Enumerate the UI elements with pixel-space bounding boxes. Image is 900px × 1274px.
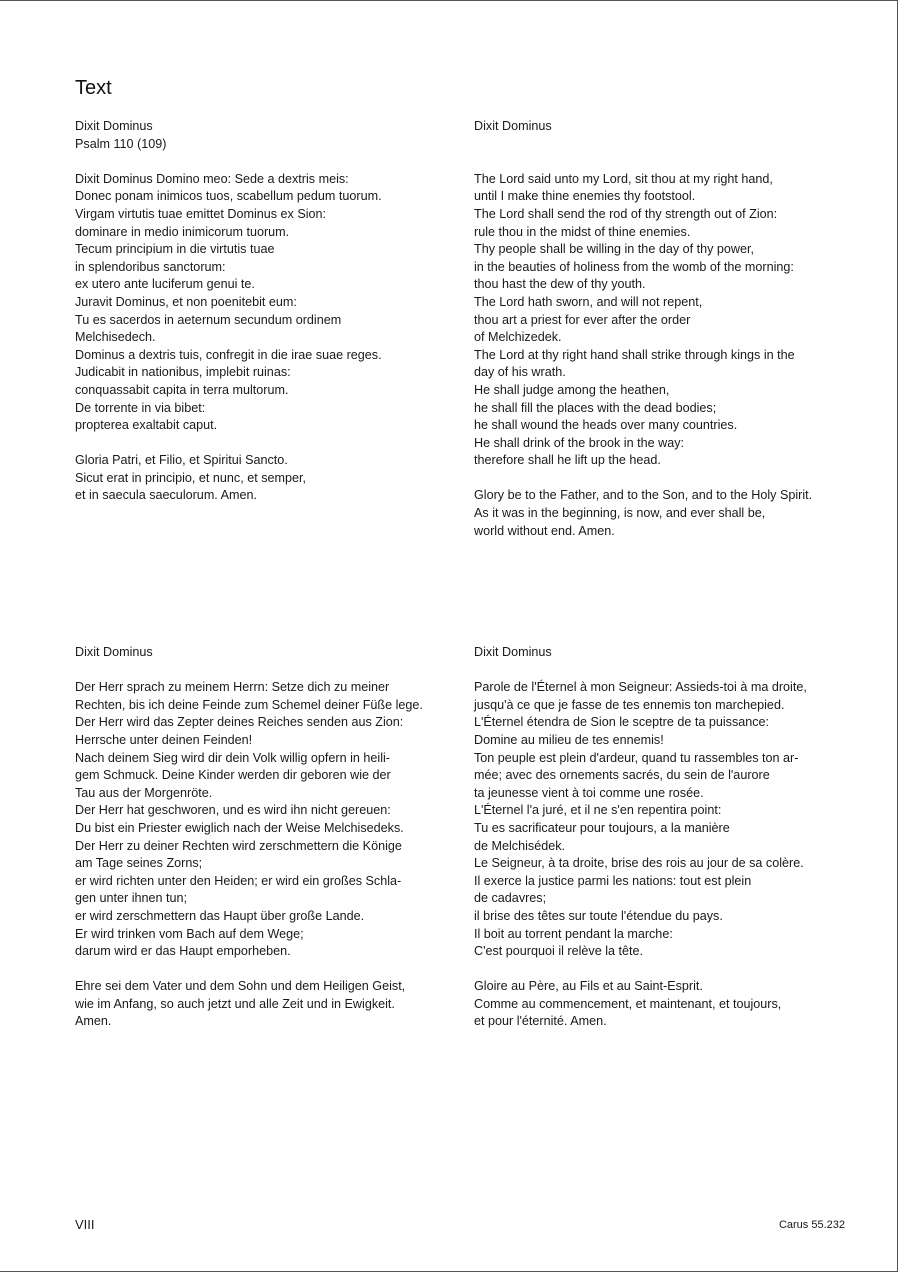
text-line: Sicut erat in principio, et nunc, et semper, — [75, 470, 307, 485]
text-line: darum wird er das Haupt emporheben. — [75, 944, 291, 959]
text-line: of Melchizedek. — [474, 330, 562, 345]
german-doxology — [75, 978, 465, 1031]
text-line: Il boit au torrent pendant la marche: — [474, 926, 673, 941]
text-line: Der Herr zu deiner Rechten wird zerschmettern die Könige — [75, 838, 402, 853]
text-line: C'est pourquoi il relève la tête. — [474, 944, 644, 959]
text-line: Judicabit in nationibus, implebit ruinas: — [75, 365, 291, 380]
text-line: thou hast the dew of thy youth. — [474, 277, 646, 292]
text-line: il brise des têtes sur toute l'étendue du pays. — [474, 908, 723, 923]
latin-text-block — [75, 118, 455, 505]
text-line: Rechten, bis ich deine Feinde zum Schemel deiner Füße lege. — [75, 697, 423, 712]
text-line: Tau aus der Morgenröte. — [75, 785, 213, 800]
text-line: Glory be to the Father, and to the Son, and to the Holy Spirit. — [474, 488, 813, 503]
text-line: Juravit Dominus, et non poenitebit eum: — [75, 294, 297, 309]
text-line: world without end. Amen. — [474, 523, 615, 538]
english-doxology — [474, 487, 874, 540]
text-line: Gloire au Père, au Fils et au Saint-Esprit. — [474, 979, 703, 994]
catalog-number: Carus 55.232 — [778, 1219, 845, 1231]
text-line: until I make thine enemies thy footstool. — [474, 189, 696, 204]
text-line: Melchisedech. — [75, 330, 156, 345]
text-line: Thy people shall be willing in the day of thy power, — [474, 242, 755, 257]
page-number: VIII — [75, 1217, 95, 1232]
french-heading: Dixit Dominus — [474, 645, 552, 659]
text-line: Domine au milieu de tes ennemis! — [474, 732, 664, 747]
text-line: jusqu'à ce que je fasse de tes ennemis ton marchepied. — [474, 697, 785, 712]
latin-heading: Dixit Dominus — [75, 119, 153, 133]
text-line: ex utero ante luciferum genui te. — [75, 277, 255, 292]
text-line: propterea exaltabit caput. — [75, 418, 218, 433]
english-heading: Dixit Dominus — [474, 119, 552, 133]
text-line: mée; avec des ornements sacrés, du sein de l'aurore — [474, 768, 770, 783]
text-line: er wird richten unter den Heiden; er wird ein großes Schla- — [75, 873, 402, 888]
text-line: Der Herr hat geschworen, und es wird ihn nicht gereuen: — [75, 803, 391, 818]
text-line: ta jeunesse vient à toi comme une rosée. — [474, 785, 704, 800]
french-text-block — [474, 644, 874, 1031]
text-line: Gloria Patri, et Filio, et Spiritui Sancto. — [75, 453, 288, 468]
text-line: he shall fill the places with the dead bodies; — [474, 400, 717, 415]
text-line: As it was in the beginning, is now, and ever shall be, — [474, 506, 766, 521]
latin-subheading: Psalm 110 (109) — [75, 136, 167, 151]
text-line: Ehre sei dem Vater und dem Sohn und dem Heiligen Geist, — [75, 979, 406, 994]
latin-doxology — [75, 452, 455, 505]
text-line: He shall judge among the heathen, — [474, 382, 670, 397]
text-line: Donec ponam inimicos tuos, scabellum pedum tuorum. — [75, 189, 382, 204]
text-line: thou art a priest for ever after the order — [474, 312, 691, 327]
text-line: De torrente in via bibet: — [75, 400, 206, 415]
english-verses — [474, 171, 874, 470]
text-line: rule thou in the midst of thine enemies. — [474, 224, 691, 239]
text-line: Tu es sacerdos in aeternum secundum ordinem — [75, 312, 342, 327]
text-line: L'Éternel l'a juré, et il ne s'en repentira point: — [474, 803, 722, 818]
text-line: in splendoribus sanctorum: — [75, 259, 226, 274]
text-line: Il exerce la justice parmi les nations: tout est plein — [474, 873, 752, 888]
text-line: The Lord said unto my Lord, sit thou at my right hand, — [474, 171, 773, 186]
text-line: Comme au commencement, et maintenant, et toujours, — [474, 996, 782, 1011]
text-line: Der Herr sprach zu meinem Herrn: Setze dich zu meiner — [75, 680, 390, 695]
text-line: dominare in medio inimicorum tuorum. — [75, 224, 290, 239]
text-line: Herrsche unter deinen Feinden! — [75, 732, 253, 747]
text-line: therefore shall he lift up the head. — [474, 453, 661, 468]
text-line: Nach deinem Sieg wird dir dein Volk willig opfern in heili- — [75, 750, 390, 765]
text-line: et in saecula saeculorum. Amen. — [75, 488, 258, 503]
text-line: in the beauties of holiness from the womb of the morning: — [474, 259, 794, 274]
latin-verses — [75, 171, 455, 435]
text-line: gen unter ihnen tun; — [75, 891, 188, 906]
text-line: day of his wrath. — [474, 365, 566, 380]
text-line: de cadavres; — [474, 891, 547, 906]
text-line: He shall drink of the brook in the way: — [474, 435, 685, 450]
text-line: Der Herr wird das Zepter deines Reiches senden aus Zion: — [75, 715, 404, 730]
text-line: wie im Anfang, so auch jetzt und alle Zeit und in Ewigkeit. — [75, 996, 395, 1011]
german-verses — [75, 679, 465, 961]
text-line: Er wird trinken vom Bach auf dem Wege; — [75, 926, 304, 941]
german-text-block — [75, 644, 465, 1031]
text-line: Dominus a dextris tuis, confregit in die irae suae reges. — [75, 347, 382, 362]
text-line: conquassabit capita in terra multorum. — [75, 382, 289, 397]
french-doxology — [474, 978, 874, 1031]
text-line: gem Schmuck. Deine Kinder werden dir geboren wie der — [75, 768, 391, 783]
text-line: The Lord shall send the rod of thy strength out of Zion: — [474, 206, 778, 221]
text-line: Le Seigneur, à ta droite, brise des rois au jour de sa colère. — [474, 856, 804, 871]
text-line: Du bist ein Priester ewiglich nach der Weise Melchisedeks. — [75, 820, 404, 835]
text-line: et pour l'éternité. Amen. — [474, 1014, 607, 1029]
french-verses — [474, 679, 874, 961]
text-line: am Tage seines Zorns; — [75, 856, 203, 871]
text-line: The Lord at thy right hand shall strike through kings in the — [474, 347, 795, 362]
text-line: Tecum principium in die virtutis tuae — [75, 242, 275, 257]
page-title: Text — [75, 77, 112, 99]
text-line: Ton peuple est plein d'ardeur, quand tu rassembles ton ar- — [474, 750, 799, 765]
text-line: he shall wound the heads over many countries. — [474, 418, 738, 433]
text-line: Amen. — [75, 1014, 112, 1029]
text-line: Virgam virtutis tuae emittet Dominus ex Sion: — [75, 206, 327, 221]
german-heading: Dixit Dominus — [75, 645, 153, 659]
text-line: Parole de l'Éternel à mon Seigneur: Assieds-toi à ma droite, — [474, 680, 807, 695]
text-line: er wird zerschmettern das Haupt über große Lande. — [75, 908, 365, 923]
text-line: Tu es sacrificateur pour toujours, a la manière — [474, 820, 730, 835]
text-line: The Lord hath sworn, and will not repent, — [474, 294, 703, 309]
english-text-block — [474, 118, 874, 540]
text-line: Dixit Dominus Domino meo: Sede a dextris meis: — [75, 171, 349, 186]
text-line: L'Éternel étendra de Sion le sceptre de ta puissance: — [474, 715, 770, 730]
text-line: de Melchisédek. — [474, 838, 566, 853]
